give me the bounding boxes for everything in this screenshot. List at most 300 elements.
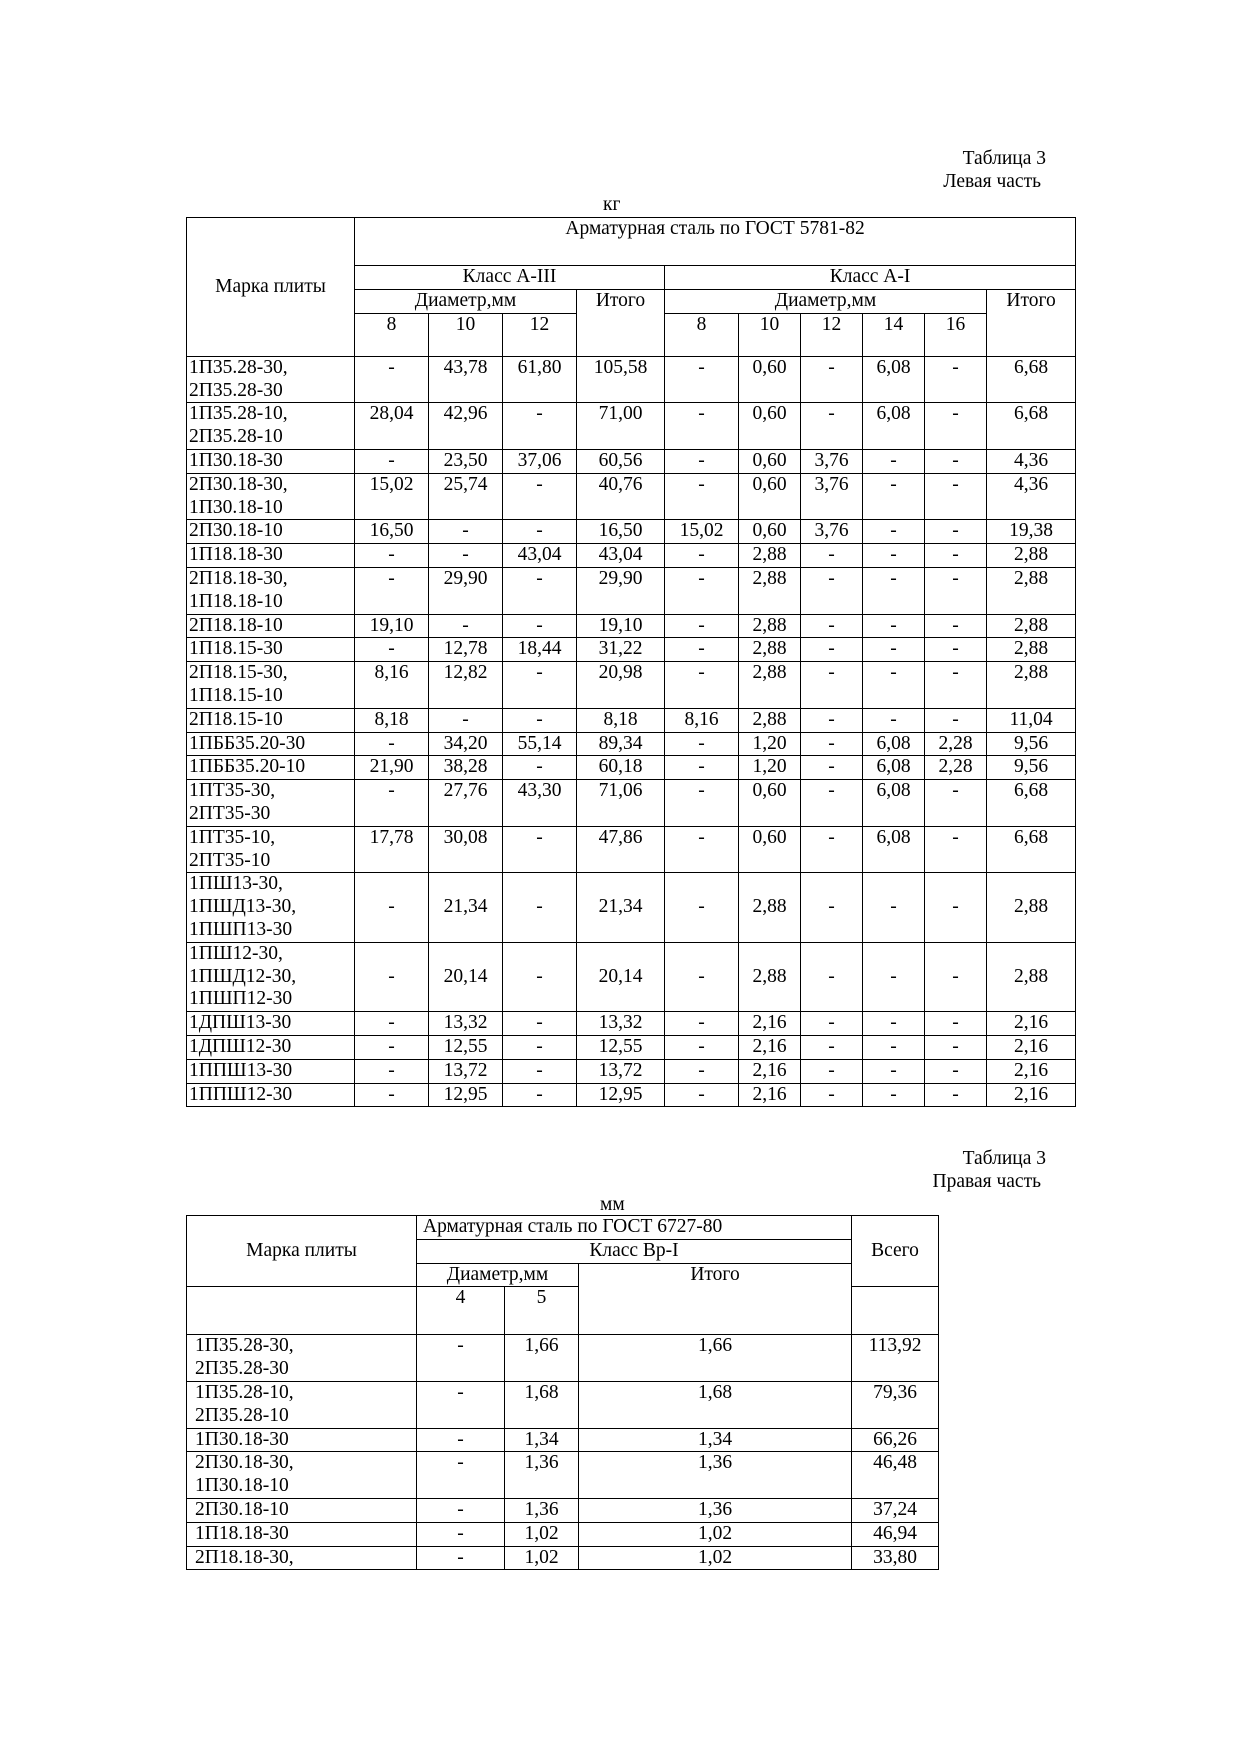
- row-mark: [187, 756, 355, 780]
- row-mark-line: 1П18.18-30: [195, 1522, 289, 1544]
- cell-value: 34,20: [429, 732, 503, 756]
- cell-value: 15,02: [665, 520, 739, 544]
- row-mark-line: 1П30.18-30: [189, 449, 283, 471]
- cell-value: 2,88: [987, 567, 1076, 614]
- row-mark-line: 1ПББ35.20-30: [189, 732, 306, 754]
- diameter-header-a3: Диаметр,мм: [355, 289, 577, 313]
- cell-value: -: [801, 1012, 863, 1036]
- cell-value: 0,60: [739, 520, 801, 544]
- cell-value: -: [801, 1083, 863, 1107]
- cell-value: -: [665, 473, 739, 520]
- cell-value: 0,60: [739, 473, 801, 520]
- cell-value: -: [355, 780, 429, 827]
- table-row: [187, 1498, 939, 1522]
- cell-value: 23,50: [429, 449, 503, 473]
- row-mark: [187, 1522, 417, 1546]
- row-mark-line: 2П30.18-30,: [189, 473, 288, 495]
- cell-value: 6,08: [863, 356, 925, 403]
- row-mark: [187, 567, 355, 614]
- cell-value: 2,88: [987, 873, 1076, 942]
- cell-value: -: [925, 1083, 987, 1107]
- cell-value: 46,48: [852, 1452, 939, 1499]
- cell-value: -: [863, 1083, 925, 1107]
- cell-value: -: [665, 1012, 739, 1036]
- row-mark-line: 1П30.18-10: [195, 1475, 289, 1497]
- row-mark-line: 1П18.15-30: [189, 638, 283, 660]
- row-mark-line: 2П18.18-30,: [189, 567, 288, 589]
- row-mark-line: 1ПШ12-30,: [189, 942, 283, 964]
- cell-value: -: [503, 567, 577, 614]
- cell-value: 2,28: [925, 732, 987, 756]
- cell-value: 2,16: [987, 1012, 1076, 1036]
- diameter-value: 5: [505, 1287, 579, 1335]
- cell-value: -: [863, 942, 925, 1011]
- table-row: [187, 473, 1076, 520]
- row-mark-line: 1ПШД13-30,: [189, 896, 297, 918]
- cell-value: -: [665, 403, 739, 450]
- steel-header: Арматурная сталь по ГОСТ 6727-80: [417, 1216, 852, 1240]
- row-mark: [187, 1012, 355, 1036]
- cell-value: 1,68: [579, 1381, 852, 1428]
- cell-value: -: [503, 473, 577, 520]
- table-row: [187, 708, 1076, 732]
- cell-value: -: [925, 1059, 987, 1083]
- cell-value: 1,36: [505, 1498, 579, 1522]
- row-mark: [187, 1428, 417, 1452]
- row-mark: [187, 544, 355, 568]
- table-part-right: Правая часть: [932, 1171, 1041, 1192]
- row-mark: [187, 1452, 417, 1499]
- cell-value: 12,95: [577, 1083, 665, 1107]
- class-a1-header: Класс А-I: [665, 266, 1076, 290]
- cell-value: -: [863, 473, 925, 520]
- cell-value: -: [665, 1083, 739, 1107]
- cell-value: 60,56: [577, 449, 665, 473]
- cell-value: 2,16: [987, 1059, 1076, 1083]
- cell-value: -: [665, 780, 739, 827]
- cell-value: -: [665, 1035, 739, 1059]
- row-mark: [187, 638, 355, 662]
- diameter-value: 8: [665, 313, 739, 356]
- row-mark: [187, 1035, 355, 1059]
- cell-value: 21,34: [429, 873, 503, 942]
- cell-value: -: [925, 567, 987, 614]
- row-mark-line: 1ДПШ12-30: [189, 1035, 292, 1057]
- cell-value: 29,90: [429, 567, 503, 614]
- cell-value: 71,00: [577, 403, 665, 450]
- cell-value: 89,34: [577, 732, 665, 756]
- cell-value: -: [925, 473, 987, 520]
- table-row: [187, 1059, 1076, 1083]
- row-mark-line: 2П18.18-30,: [195, 1546, 294, 1568]
- cell-value: -: [355, 942, 429, 1011]
- row-mark-line: 2П30.18-10: [195, 1498, 289, 1520]
- cell-value: -: [863, 614, 925, 638]
- table-row: [187, 356, 1076, 403]
- cell-value: -: [665, 356, 739, 403]
- table-row: [187, 1522, 939, 1546]
- cell-value: 2,28: [925, 756, 987, 780]
- table-row: [187, 780, 1076, 827]
- cell-value: -: [925, 544, 987, 568]
- cell-value: -: [863, 708, 925, 732]
- table-part-left: Левая часть: [943, 171, 1041, 192]
- cell-value: 2,88: [987, 614, 1076, 638]
- cell-value: -: [863, 873, 925, 942]
- cell-value: -: [503, 708, 577, 732]
- cell-value: -: [665, 1059, 739, 1083]
- cell-value: -: [863, 567, 925, 614]
- cell-value: 8,18: [577, 708, 665, 732]
- cell-value: -: [665, 544, 739, 568]
- row-mark: [187, 520, 355, 544]
- cell-value: -: [801, 826, 863, 873]
- cell-value: -: [801, 356, 863, 403]
- cell-value: 9,56: [987, 732, 1076, 756]
- unit-label-left: кг: [603, 194, 621, 215]
- cell-value: 113,92: [852, 1335, 939, 1382]
- cell-value: 6,08: [863, 756, 925, 780]
- row-mark-line: 1ППШ13-30: [189, 1059, 293, 1081]
- table-row: [187, 1381, 939, 1428]
- cell-value: 4,36: [987, 449, 1076, 473]
- cell-value: -: [801, 780, 863, 827]
- cell-value: -: [801, 732, 863, 756]
- cell-value: -: [801, 1059, 863, 1083]
- row-mark-line: 1П18.15-10: [189, 684, 283, 706]
- cell-value: -: [801, 756, 863, 780]
- cell-value: 6,68: [987, 403, 1076, 450]
- row-mark-line: 2ПТ35-30: [189, 802, 271, 824]
- cell-value: -: [355, 544, 429, 568]
- cell-value: 43,04: [577, 544, 665, 568]
- cell-value: -: [355, 873, 429, 942]
- cell-value: -: [665, 873, 739, 942]
- row-mark-line: 1П30.18-30: [195, 1428, 289, 1450]
- cell-value: 8,16: [355, 662, 429, 709]
- cell-value: -: [503, 614, 577, 638]
- cell-value: 2,16: [739, 1035, 801, 1059]
- cell-value: -: [925, 614, 987, 638]
- cell-value: 1,20: [739, 732, 801, 756]
- table-caption-left: Таблица 3: [962, 148, 1046, 169]
- table-row: [187, 1083, 1076, 1107]
- right-part-table: [186, 1215, 939, 1570]
- row-mark-line: 2П30.18-30,: [195, 1452, 294, 1474]
- cell-value: -: [417, 1428, 505, 1452]
- cell-value: 21,90: [355, 756, 429, 780]
- cell-value: -: [417, 1381, 505, 1428]
- row-mark-line: 1ДПШ13-30: [189, 1012, 292, 1034]
- cell-value: 40,76: [577, 473, 665, 520]
- cell-value: 2,88: [987, 942, 1076, 1011]
- cell-value: 1,02: [505, 1522, 579, 1546]
- left-table-body: [187, 356, 1076, 1107]
- row-mark: [187, 614, 355, 638]
- cell-value: -: [801, 544, 863, 568]
- cell-value: 19,10: [355, 614, 429, 638]
- cell-value: -: [503, 520, 577, 544]
- cell-value: -: [863, 449, 925, 473]
- row-mark-line: 1ПШ13-30,: [189, 873, 283, 895]
- cell-value: 1,02: [579, 1546, 852, 1570]
- diameter-header-a1: Диаметр,мм: [665, 289, 987, 313]
- cell-value: 71,06: [577, 780, 665, 827]
- cell-value: 2,16: [987, 1083, 1076, 1107]
- cell-value: 3,76: [801, 520, 863, 544]
- row-mark-line: 1П35.28-10,: [189, 403, 288, 425]
- row-mark: [187, 780, 355, 827]
- cell-value: -: [355, 1059, 429, 1083]
- row-mark: [187, 1381, 417, 1428]
- row-mark-line: 2П35.28-30: [189, 379, 283, 401]
- cell-value: 2,88: [987, 638, 1076, 662]
- row-mark: [187, 942, 355, 1011]
- table-row: [187, 826, 1076, 873]
- cell-value: 28,04: [355, 403, 429, 450]
- table-caption-right: Таблица 3: [962, 1148, 1046, 1169]
- cell-value: -: [801, 403, 863, 450]
- cell-value: -: [925, 942, 987, 1011]
- total-header: Итого: [579, 1263, 852, 1335]
- row-mark: [187, 732, 355, 756]
- cell-value: -: [665, 614, 739, 638]
- cell-value: -: [429, 544, 503, 568]
- cell-value: -: [355, 1012, 429, 1036]
- table-row: [187, 544, 1076, 568]
- cell-value: -: [925, 662, 987, 709]
- table-row: [187, 1546, 939, 1570]
- cell-value: -: [417, 1546, 505, 1570]
- cell-value: -: [355, 1083, 429, 1107]
- cell-value: -: [925, 449, 987, 473]
- table-row: [187, 1428, 939, 1452]
- cell-value: 60,18: [577, 756, 665, 780]
- cell-value: 13,72: [577, 1059, 665, 1083]
- cell-value: -: [665, 732, 739, 756]
- cell-value: 8,18: [355, 708, 429, 732]
- row-mark: [187, 826, 355, 873]
- cell-value: 61,80: [503, 356, 577, 403]
- cell-value: 6,68: [987, 826, 1076, 873]
- cell-value: -: [503, 1083, 577, 1107]
- cell-value: 2,88: [739, 708, 801, 732]
- left-part-table: [186, 217, 1076, 1107]
- diameter-header: Диаметр,мм: [417, 1263, 579, 1287]
- cell-value: -: [925, 638, 987, 662]
- cell-value: 20,14: [429, 942, 503, 1011]
- diameter-value: 12: [503, 313, 577, 356]
- mark-header: Марка плиты: [187, 218, 355, 357]
- cell-value: -: [429, 614, 503, 638]
- cell-value: -: [925, 403, 987, 450]
- cell-value: 2,16: [987, 1035, 1076, 1059]
- cell-value: -: [355, 732, 429, 756]
- diameter-value: 8: [355, 313, 429, 356]
- cell-value: -: [925, 780, 987, 827]
- table-row: [187, 1335, 939, 1382]
- cell-value: 2,88: [987, 544, 1076, 568]
- row-mark: [187, 1083, 355, 1107]
- row-mark-line: 1ПШП12-30: [189, 988, 293, 1010]
- cell-value: 29,90: [577, 567, 665, 614]
- cell-value: 37,06: [503, 449, 577, 473]
- mark-header: Марка плиты: [187, 1216, 417, 1287]
- row-mark-line: 1П35.28-30,: [195, 1335, 294, 1357]
- cell-value: -: [801, 1035, 863, 1059]
- total-header-a3: Итого: [577, 289, 665, 356]
- cell-value: 9,56: [987, 756, 1076, 780]
- row-mark-line: 2ПТ35-10: [189, 849, 271, 871]
- cell-value: 1,36: [579, 1452, 852, 1499]
- class-vr-header: Класс Вр-I: [417, 1239, 852, 1263]
- cell-value: 2,88: [739, 544, 801, 568]
- cell-value: -: [417, 1452, 505, 1499]
- cell-value: -: [503, 756, 577, 780]
- cell-value: 38,28: [429, 756, 503, 780]
- cell-value: 66,26: [852, 1428, 939, 1452]
- table-row: [187, 567, 1076, 614]
- cell-value: 6,08: [863, 780, 925, 827]
- row-mark-line: 1П35.28-30,: [189, 356, 288, 378]
- cell-value: 43,04: [503, 544, 577, 568]
- diameter-value: 12: [801, 313, 863, 356]
- cell-value: 20,14: [577, 942, 665, 1011]
- cell-value: -: [355, 1035, 429, 1059]
- cell-value: 16,50: [355, 520, 429, 544]
- cell-value: 3,76: [801, 449, 863, 473]
- row-mark: [187, 1498, 417, 1522]
- cell-value: 6,68: [987, 356, 1076, 403]
- row-mark-line: 2П18.15-10: [189, 708, 283, 730]
- diameter-value: 4: [417, 1287, 505, 1335]
- cell-value: -: [925, 873, 987, 942]
- cell-value: 19,10: [577, 614, 665, 638]
- cell-value: 105,58: [577, 356, 665, 403]
- cell-value: 2,88: [739, 638, 801, 662]
- cell-value: 33,80: [852, 1546, 939, 1570]
- cell-value: -: [925, 1035, 987, 1059]
- cell-value: 43,30: [503, 780, 577, 827]
- cell-value: 1,20: [739, 756, 801, 780]
- cell-value: 30,08: [429, 826, 503, 873]
- row-mark: [187, 473, 355, 520]
- row-mark-line: 1П18.18-10: [189, 590, 283, 612]
- cell-value: -: [863, 1059, 925, 1083]
- table-row: [187, 662, 1076, 709]
- cell-value: -: [355, 356, 429, 403]
- cell-value: 0,60: [739, 449, 801, 473]
- row-mark-line: 2П18.15-30,: [189, 662, 288, 684]
- cell-value: -: [665, 449, 739, 473]
- cell-value: 1,36: [505, 1452, 579, 1499]
- cell-value: 46,94: [852, 1522, 939, 1546]
- cell-value: 55,14: [503, 732, 577, 756]
- row-mark: [187, 708, 355, 732]
- cell-value: 0,60: [739, 403, 801, 450]
- cell-value: -: [503, 1012, 577, 1036]
- cell-value: -: [925, 356, 987, 403]
- steel-header: Арматурная сталь по ГОСТ 5781-82: [355, 218, 1076, 266]
- cell-value: -: [925, 708, 987, 732]
- cell-value: -: [417, 1522, 505, 1546]
- cell-value: 0,60: [739, 356, 801, 403]
- cell-value: -: [355, 567, 429, 614]
- cell-value: 12,55: [577, 1035, 665, 1059]
- cell-value: 11,04: [987, 708, 1076, 732]
- cell-value: 13,32: [429, 1012, 503, 1036]
- cell-value: 12,78: [429, 638, 503, 662]
- diameter-value: 14: [863, 313, 925, 356]
- row-mark-line: 1ПШД12-30,: [189, 965, 297, 987]
- row-mark-line: 2П35.28-10: [195, 1404, 289, 1426]
- cell-value: 1,66: [579, 1335, 852, 1382]
- cell-value: 1,36: [579, 1498, 852, 1522]
- row-mark: [187, 449, 355, 473]
- row-mark-line: 2П35.28-10: [189, 426, 283, 448]
- cell-value: 2,88: [739, 873, 801, 942]
- cell-value: -: [925, 1012, 987, 1036]
- cell-value: -: [801, 662, 863, 709]
- row-mark: [187, 1546, 417, 1570]
- cell-value: 6,68: [987, 780, 1076, 827]
- row-mark: [187, 403, 355, 450]
- cell-value: 3,76: [801, 473, 863, 520]
- cell-value: 2,16: [739, 1059, 801, 1083]
- row-mark-line: 1ПББ35.20-10: [189, 756, 306, 778]
- row-mark: [187, 1335, 417, 1382]
- cell-value: -: [503, 662, 577, 709]
- cell-value: -: [863, 662, 925, 709]
- table-row: [187, 614, 1076, 638]
- cell-value: -: [665, 942, 739, 1011]
- row-mark-line: 2П18.18-10: [189, 614, 283, 636]
- cell-value: 13,32: [577, 1012, 665, 1036]
- cell-value: 15,02: [355, 473, 429, 520]
- row-mark-line: 1ППШ12-30: [189, 1083, 293, 1105]
- table-row: [187, 873, 1076, 942]
- table-row: [187, 1452, 939, 1499]
- table-row: [187, 449, 1076, 473]
- cell-value: 16,50: [577, 520, 665, 544]
- cell-value: 18,44: [503, 638, 577, 662]
- cell-value: 17,78: [355, 826, 429, 873]
- cell-value: 12,95: [429, 1083, 503, 1107]
- cell-value: -: [503, 873, 577, 942]
- table-row: [187, 1012, 1076, 1036]
- cell-value: 2,88: [739, 614, 801, 638]
- row-mark: [187, 873, 355, 942]
- cell-value: -: [355, 638, 429, 662]
- row-mark: [187, 662, 355, 709]
- table-row: [187, 756, 1076, 780]
- cell-value: 37,24: [852, 1498, 939, 1522]
- cell-value: -: [801, 708, 863, 732]
- cell-value: 2,16: [739, 1012, 801, 1036]
- diameter-value: 16: [925, 313, 987, 356]
- cell-value: 2,88: [987, 662, 1076, 709]
- cell-value: -: [665, 826, 739, 873]
- cell-value: -: [801, 614, 863, 638]
- cell-value: 25,74: [429, 473, 503, 520]
- table-row: [187, 403, 1076, 450]
- cell-value: 42,96: [429, 403, 503, 450]
- table-row: [187, 732, 1076, 756]
- cell-value: 12,82: [429, 662, 503, 709]
- cell-value: 6,08: [863, 732, 925, 756]
- cell-value: -: [665, 567, 739, 614]
- cell-value: -: [503, 826, 577, 873]
